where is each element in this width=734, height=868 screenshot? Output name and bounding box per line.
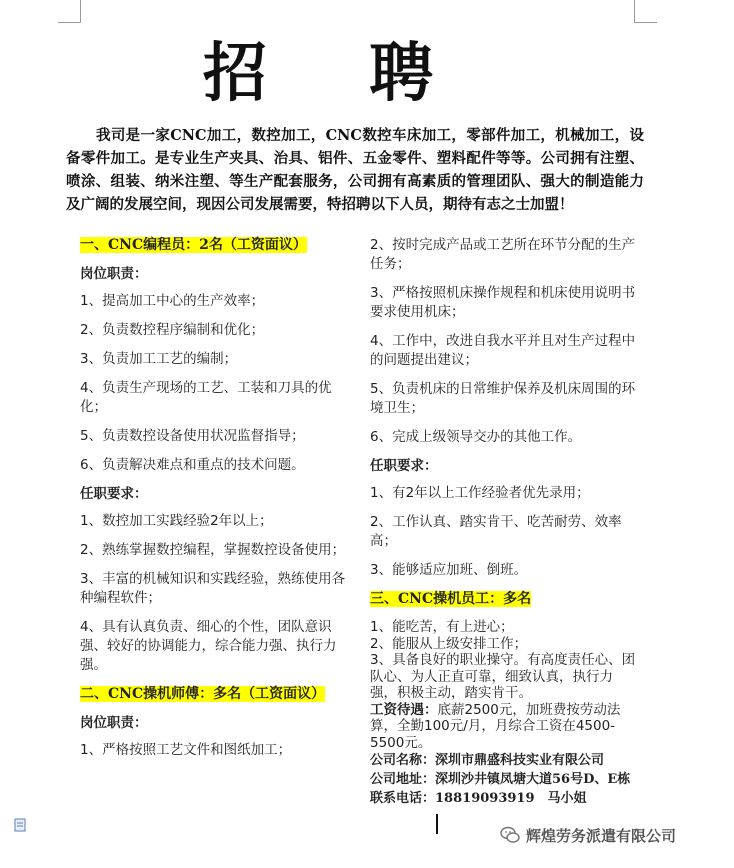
pay-text: 底薪2500元，加班费按劳动法算，全勤100元/月，月综合工资在4500-5500元。 [370, 701, 621, 751]
list-item: 3、能够适应加班、倒班。 [370, 562, 528, 578]
list-item: 5、负责数控设备使用状况监督指导； [80, 428, 305, 444]
section-2-title: 二、CNC操机师傅：多名（工资面议） [80, 686, 326, 702]
list-item: 2、负责数控程序编制和优化； [80, 322, 265, 338]
intro-paragraph: 我司是一家CNC加工，数控加工，CNC数控车床加工，零部件加工，机械加工，设备零件加工。是专业生产夹具、治具、铝件、五金零件、塑料配件等等。公司拥有注塑、喷涂、组装、纳米注塑、等生产配套服务，公司拥有高素质的管理团队、强大的制造能力及广阔的发展空间，现因公司发展需要，特招聘以下人员，期待有志之士加盟！ [66, 127, 644, 213]
watermark-text: 辉煌劳务派遣有限公司 [526, 826, 677, 845]
company-name-label: 公司名称： [370, 753, 436, 768]
list-item: 2、工作认真、踏实肯干、吃苦耐劳、效率高； [370, 514, 622, 549]
company-address: 深圳沙井镇凤塘大道56号D、E栋 [435, 772, 631, 787]
duties-2-heading: 岗位职责： [80, 715, 148, 731]
list-item: 3、严格按照机床操作规程和机床使用说明书要求使用机床； [370, 285, 636, 320]
list-item: 1、数控加工实践经验2年以上； [80, 513, 273, 529]
section-3-title: 三、CNC操机员工：多名 [370, 591, 532, 607]
margin-corner-top-right [634, 0, 657, 23]
list-item: 1、有2年以上工作经验者优先录用； [370, 485, 590, 501]
list-item: 4、工作中，改进自我水平并且对生产过程中的问题提出建议； [370, 333, 636, 368]
watermark [500, 822, 676, 848]
company-address-label: 公司地址： [370, 772, 436, 787]
company-address-line [370, 770, 638, 789]
phone-number: 18819093919 马小姐 [435, 791, 587, 806]
list-item: 3、具备良好的职业操守。有高度责任心、团队心、为人正直可靠，细致认真，执行力强，积极主动，踏实肯干。 [370, 652, 636, 701]
list-item: 3、丰富的机械知识和实践经验，熟练使用各种编程软件； [80, 571, 346, 606]
list-item: 4、具有认真负责、细心的个性，团队意识强、较好的协调能力，综合能力强、执行力强。 [80, 619, 337, 673]
page-title: 招 聘 [202, 36, 474, 111]
right-column [370, 236, 638, 808]
list-item: 1、能吃苦，有上进心； [370, 619, 514, 635]
text-cursor [436, 814, 438, 834]
duties-heading: 岗位职责： [80, 266, 148, 282]
wechat-icon [500, 825, 520, 845]
phone-label: 联系电话： [370, 791, 436, 806]
list-item: 1、严格按照工艺文件和图纸加工； [80, 742, 292, 758]
list-item: 1、提高加工中心的生产效率； [80, 293, 265, 309]
list-item: 2、按时完成产品或工艺所在环节分配的生产任务； [370, 237, 636, 272]
requirements-2-heading: 任职要求： [370, 458, 438, 474]
phone-line [370, 789, 638, 808]
list-item: 5、负责机床的日常维护保养及机床周围的环境卫生； [370, 381, 636, 416]
margin-corner-top-left [58, 0, 81, 23]
pay-paragraph [370, 702, 638, 752]
company-name: 深圳市鼎盛科技实业有限公司 [435, 753, 605, 768]
list-item: 2、能服从上级安排工作； [370, 635, 528, 652]
list-item: 3、负责加工工艺的编制； [80, 351, 238, 367]
section-1-title: 一、CNC编程员：2名（工资面议） [80, 237, 307, 253]
requirements-heading: 任职要求： [80, 486, 148, 502]
section-2-heading [80, 685, 350, 704]
company-name-line [370, 751, 638, 770]
section-3-heading [370, 590, 638, 609]
list-item: 4、负责生产现场的工艺、工装和刀具的优化； [80, 380, 332, 415]
document-icon[interactable] [14, 818, 28, 832]
pay-label: 工资待遇： [370, 701, 438, 718]
list-item: 6、完成上级领导交办的其他工作。 [370, 429, 582, 445]
left-column [80, 236, 350, 770]
list-item: 6、负责解决难点和重点的技术问题。 [80, 457, 305, 473]
list-item: 2、熟练掌握数控编程，掌握数控设备使用； [80, 542, 346, 558]
section-1-heading [80, 236, 350, 255]
